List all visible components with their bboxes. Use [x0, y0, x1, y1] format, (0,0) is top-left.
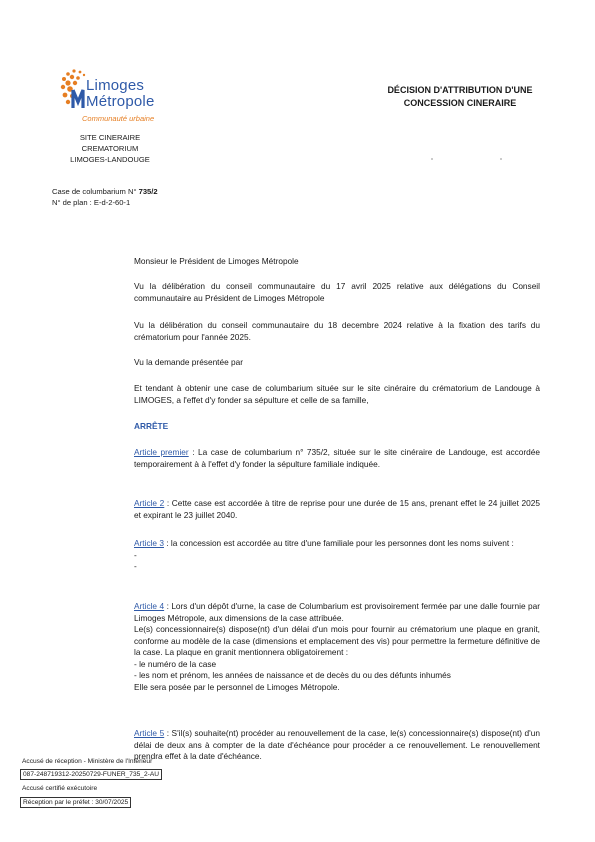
article-3-label: Article 3	[134, 538, 164, 548]
plan-number: E-d-2-60-1	[93, 198, 131, 207]
article-4	[134, 601, 540, 693]
stamp-line-2: 087-248719312-20250729-FUNER_735_2-AU	[20, 769, 162, 780]
case-line: Case de columbarium N° 735/2	[52, 187, 158, 196]
stamp-line-4: Réception par le préfet : 30/07/2025	[20, 797, 131, 808]
article-1-label: Article premier	[134, 447, 189, 457]
tendant-paragraph: Et tendant à obtenir une case de columbarium située sur le site cinéraire du crématorium de Landouge à LIMOGES, a l'effet d'y fonder sa sépulture et celle de sa famille,	[134, 383, 540, 405]
case-number: 735/2	[138, 187, 158, 196]
article-4-paragraph-3: Elle sera posée par le personnel de Limoges Métropole.	[134, 681, 340, 692]
article-5	[134, 728, 540, 763]
article-1-text: : La case de columbarium n° 735/2, située sur le site cinéraire de Landouge, est accordée temporairement à à l'effet d'y fonder la sépulture familiale indiquée.	[134, 447, 540, 469]
scan-mark	[431, 158, 433, 160]
article-1	[134, 447, 540, 470]
list-item: -	[134, 549, 137, 560]
plan-line: N° de plan : E-d-2-60-1	[52, 198, 131, 207]
article-3	[134, 538, 540, 573]
article-5-label: Article 5	[134, 728, 165, 738]
case-info	[52, 186, 158, 208]
list-item: - les nom et prénom, les années de naissance et de decès du ou des défunts inhumés	[134, 670, 451, 680]
article-4-label: Article 4	[134, 601, 165, 611]
article-5-text: : S'il(s) souhaite(nt) procéder au renouvellement de la case, le(s) concessionnaire(s) dispose(nt) d'un délai de deux ans à compter de la date d'échéance pour procéder a ce renouvellement. Le renouvellement prendra effet à la date d'échéance.	[134, 728, 540, 761]
vu-paragraph-1: Vu la délibération du conseil communautaire du 17 avril 2025 relative aux délégations du Conseil communautaire au Président de Limoges Métropole	[134, 281, 540, 303]
article-2	[134, 498, 540, 521]
article-2-text: : Cette case est accordée à titre de reprise pour une durée de 15 ans, prenant effet le 24 juillet 2025 et expirant le 23 juillet 2040.	[134, 498, 540, 520]
site-line: CREMATORIUM	[81, 144, 139, 153]
stamp-line-1: Accusé de réception - Ministère de l'Intérieur	[22, 758, 153, 765]
list-item: -	[134, 561, 137, 571]
vu-paragraph-3: Vu la demande présentée par	[134, 357, 244, 367]
logo-line2: Métropole	[86, 93, 155, 110]
arrete-heading: ARRÊTE	[134, 421, 169, 431]
title-line: DÉCISION D'ATTRIBUTION D'UNE	[387, 85, 533, 95]
logo-line1: Limoges	[86, 77, 145, 94]
scan-mark	[500, 158, 502, 160]
stamp-line-3: Accusé certifié exécutoire	[22, 785, 98, 792]
site-block	[50, 132, 170, 165]
article-3-text: : la concession est accordée au titre d'une familiale pour les personnes dont les noms suivent :	[163, 538, 514, 548]
logo-line3: Communauté urbaine	[82, 114, 155, 123]
article-2-label: Article 2	[134, 498, 165, 508]
addressee: Monsieur le Président de Limoges Métropole	[134, 256, 299, 266]
site-line: SITE CINERAIRE	[79, 133, 141, 142]
article-4-paragraph-2: Le(s) concessionnaire(s) dispose(nt) d'un délai d'un mois pour fournir au crématorium une plaque en granit, conforme au modèle de la case (dimensions et emplacement des vis) pour permettre la fermeture définitive de la case. La plaque en granit mentionnera obligatoirement :	[134, 624, 540, 657]
vu-paragraph-2: Vu la délibération du conseil communautaire du 18 decembre 2024 relative à la fixation des tarifs du crématorium pour l'année 2025.	[134, 320, 540, 342]
list-item: - le numéro de la case	[134, 658, 217, 669]
document-title	[360, 84, 560, 110]
article-4-text: : Lors d'un dépôt d'urne, la case de Columbarium est provisoirement fermée par une dalle fournie par Limoges Métropole, aux dimensions de la case attribuée.	[134, 601, 540, 623]
limoges-metropole-logo	[60, 68, 170, 126]
site-line: LIMOGES-LANDOUGE	[70, 155, 150, 164]
title-line: CONCESSION CINERAIRE	[403, 98, 517, 108]
